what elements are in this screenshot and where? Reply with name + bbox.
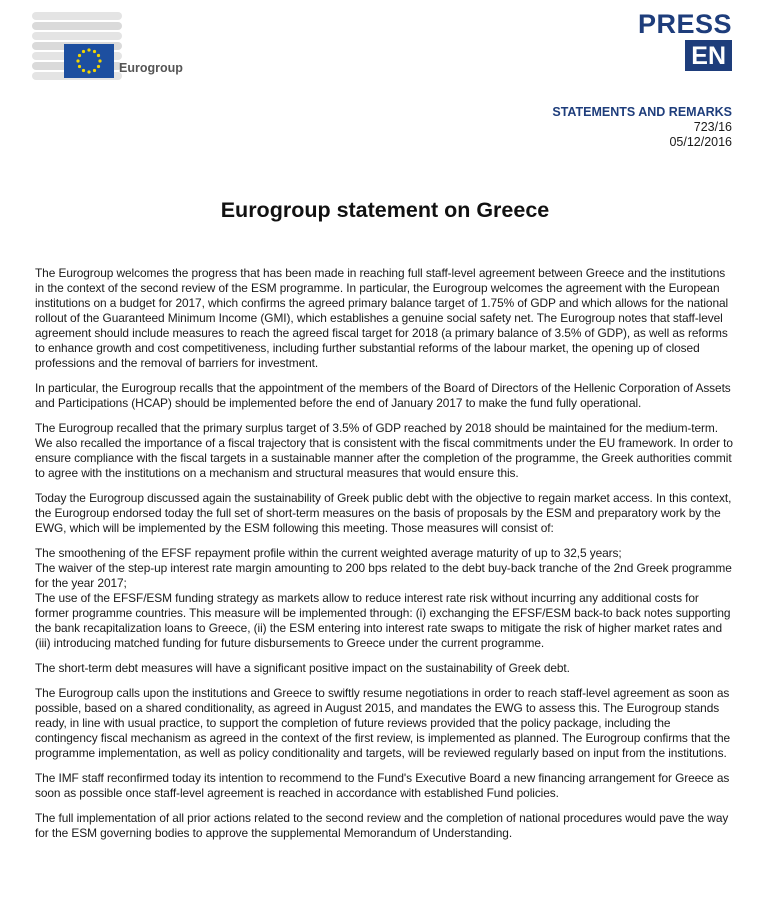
document-category: STATEMENTS AND REMARKS [552, 105, 732, 119]
measure-item: The waiver of the step-up interest rate margin amounting to 200 bps related to the debt buy-back tranche of the 2nd Greek programme for the year 2017; [35, 561, 732, 590]
press-label: PRESS [637, 9, 732, 39]
measures-list [35, 546, 735, 651]
paragraph: In particular, the Eurogroup recalls that the appointment of the members of the Board of Directors of the Hellenic Corporation of Assets and Participations (HCAP) should be implemented before the end of January 2017 to make the fund fully operational. [35, 381, 731, 410]
document-meta [552, 105, 732, 150]
logo-name: Eurogroup [119, 61, 183, 75]
page-title: Eurogroup statement on Greece [220, 198, 550, 222]
measure-item: The use of the EFSF/ESM funding strategy as markets allow to reduce interest rate risk without incurring any additional costs for former programme countries. This measure will be implemented through: (i) exchanging the EFSF/ESM back-to back notes supporting the bank recapitalization loans to Greece, (ii) the ESM entering into interest rate swaps to mitigate the risk of higher market rates and (iii) introducing matched funding for future disbursements to Greece under the current programme. [35, 591, 731, 650]
eurogroup-logo [28, 8, 123, 83]
document-reference: 723/16 [693, 120, 732, 134]
measure-item: The smoothening of the EFSF repayment profile within the current weighted average maturity of up to 32,5 years; [35, 546, 622, 560]
paragraph: The short-term debt measures will have a significant positive impact on the sustainability of Greek debt. [35, 661, 570, 675]
document-date: 05/12/2016 [669, 135, 732, 149]
paragraph: The Eurogroup welcomes the progress that has been made in reaching full staff-level agreement between Greece and the institutions in the context of the second review of the ESM programme. In particular, the Eurogroup welcomes the agreement with the European institutions on a budget for 2017, which confirms the agreed primary balance target of 1.75% of GDP and which allows for the national rollout of the Guaranteed Minimum Income (GMI), which establishes a genuine social safety net. The Eurogroup notes that staff-level agreement should include measures to reach the agreed fiscal target for 2018 (a primary balance of 3.5% of GDP), as well as reforms to enhance growth and cost competitiveness, including further substantial reforms of the labour market, the opening up of closed professions and the removal of barriers for investment. [35, 266, 729, 370]
language-badge: EN [685, 40, 732, 71]
council-building-icon [28, 8, 123, 83]
press-badge [638, 10, 732, 71]
paragraph: The Eurogroup calls upon the institutions and Greece to swiftly resume negotiations in order to reach staff-level agreement as soon as possible, based on a shared conditionality, as agreed in August 2015, and mandates the EWG to assess this. The Eurogroup stands ready, in line with usual practice, to support the completion of future reviews provided that the policy package, including the contingency fiscal mechanism as agreed in the context of the first review, is implemented as planned. The Eurogroup confirms that the programme implementation, as well as policy conditionality and targets, will be reviewed regularly based on input from the institutions. [35, 686, 731, 760]
paragraph: The Eurogroup recalled that the primary surplus target of 3.5% of GDP reached by 2018 should be maintained for the medium-term. We also recalled the importance of a fiscal trajectory that is consistent with the fiscal commitments under the EU framework. In order to ensure compliance with the fiscal targets in a sustainable manner after the completion of the programme, the Greek authorities commit to agree with the institutions on a mechanism and structural measures that would ensure this. [35, 421, 733, 480]
statement-body [35, 266, 735, 851]
paragraph: Today the Eurogroup discussed again the sustainability of Greek public debt with the objective to regain market access. In this context, the Eurogroup endorsed today the full set of short-term measures on the basis of proposals by the ESM and preparatory work by the EWG, which will be implemented by the ESM following this meeting. Those measures will consist of: [35, 491, 732, 535]
paragraph: The full implementation of all prior actions related to the second review and the completion of national procedures would pave the way for the ESM governing bodies to approve the supplemental Memorandum of Understanding. [35, 811, 729, 840]
paragraph: The IMF staff reconfirmed today its intention to recommend to the Fund's Executive Board a new financing arrangement for Greece as soon as possible once staff-level agreement is reached in accordance with established Fund policies. [35, 771, 730, 800]
